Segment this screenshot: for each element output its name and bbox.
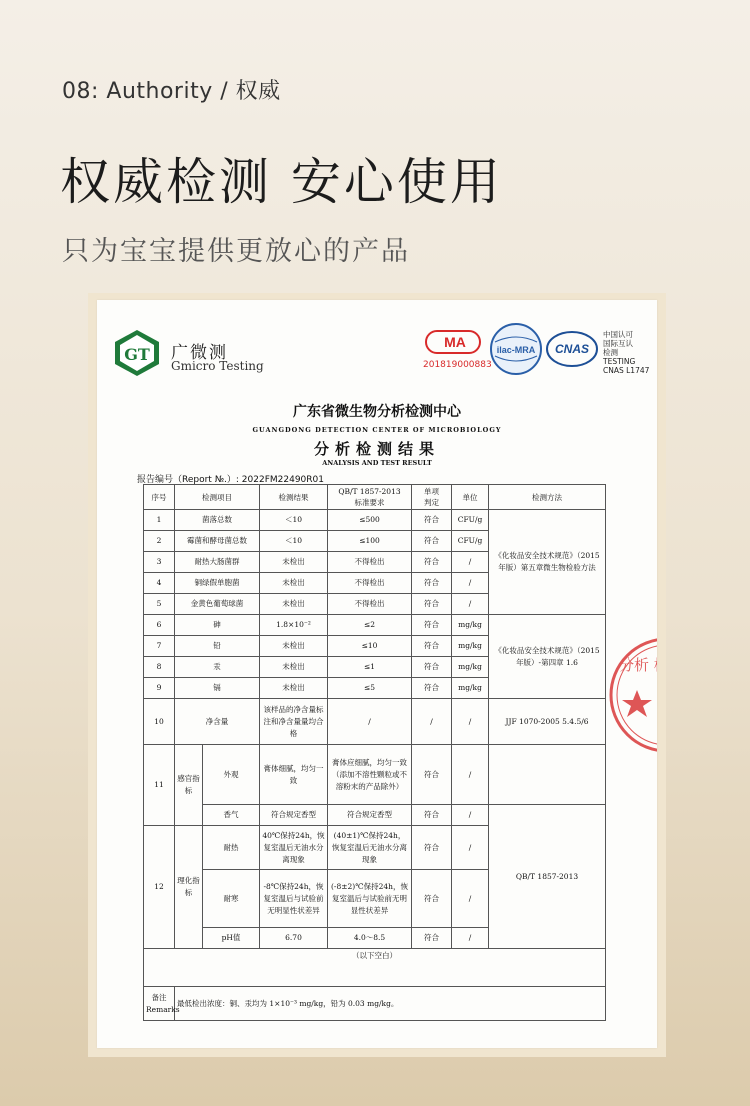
method-net: JJF 1070-2005 5.4.5/6 [489, 699, 606, 745]
table-row: 11 感官指标 外观 膏体细腻，均匀一致 膏体应细腻，均匀一致（添加不溶性颗粒或不溶粉末的产品除外） 符合 / [144, 745, 606, 805]
svg-text:MA: MA [444, 334, 466, 350]
ilac-mra-icon [489, 322, 543, 376]
page-subline: 只为宝宝提供更放心的产品 [62, 236, 410, 267]
svg-text:ilac-MRA: ilac-MRA [496, 345, 536, 355]
table-row: 2 霉菌和酵母菌总数 ＜10 ≤100 符合 CFU/g [144, 531, 606, 552]
table-row: 1 菌落总数 ＜10 ≤500 符合 CFU/g 《化妆品安全技术规范》（2015年版）第五章微生物检验方法 [144, 510, 606, 531]
brand-name-en: Gmicro Testing [171, 359, 264, 373]
svg-text:分析 检测专用: 分析 检测专用 [619, 656, 714, 674]
svg-text:GT: GT [124, 345, 150, 364]
method-metal: 《化妆品安全技术规范》（2015年版）-第四章 1.6 [489, 615, 606, 699]
cma-number: 201819000883 [423, 360, 492, 370]
table-row: 10 净含量 该样品的净含量标注和净含量量均合格 / / / JJF 1070-2005 5.4.5/6 [144, 699, 606, 745]
table-row: 3 耐热大肠菌群 未检出 不得检出 符合 / [144, 552, 606, 573]
page-headline: 权威检测 安心使用 [60, 153, 503, 211]
svg-text:CNAS: CNAS [554, 342, 590, 356]
red-seal-stamp-icon [607, 630, 714, 760]
table-header-row: 序号 检测项目 检测结果 QB/T 1857-2013 标准要求 单项 判定 单位 检测方法 [144, 485, 606, 510]
result-title-en: ANALYSIS AND TEST RESULT [322, 459, 432, 467]
table-row: 8 汞 未检出 ≤1 符合 mg/kg [144, 657, 606, 678]
table-row: 7 铅 未检出 ≤10 符合 mg/kg [144, 636, 606, 657]
table-row: 耐寒 -8℃保持24h，恢复室温后与试验前无明显性状差异 (-8±2)℃保持24h，恢复室温后与试验前无明显性状差异 符合 / [144, 870, 606, 928]
table-row: pH值 6.70 4.0～8.5 符合 / [144, 928, 606, 949]
center-title-en: GUANGDONG DETECTION CENTER OF MICROBIOLOGY [252, 426, 502, 434]
cnas-icon [545, 330, 599, 368]
method-physchem: QB/T 1857-2013 [489, 805, 606, 949]
cma-mark-icon [425, 330, 481, 354]
test-report-document [97, 300, 714, 1048]
table-row: 香气 符合规定香型 符合规定香型 符合 / QB/T 1857-2013 [144, 805, 606, 826]
section-label: 08: Authority / 权威 [62, 79, 281, 104]
result-table [143, 484, 606, 1021]
table-row: 9 镉 未检出 ≤5 符合 mg/kg [144, 678, 606, 699]
report-number: 报告编号（Report №.）: 2022FM22490R01 [137, 475, 324, 485]
blank-row [144, 949, 606, 987]
blank-note: （以下空白） [352, 951, 397, 960]
cert-caption: 中国认可 国际互认 检测 TESTING CNAS L1747 [603, 330, 650, 375]
report-frame [88, 293, 714, 1057]
center-title: 广东省微生物分析检测中心 [293, 404, 461, 420]
table-row: 4 铜绿假单胞菌 未检出 不得检出 符合 / [144, 573, 606, 594]
remarks-text: 最低检出浓度：铜、汞均为 1×10⁻³ mg/kg，铅为 0.03 mg/kg。 [175, 987, 606, 1021]
result-title: 分析检测结果 [313, 440, 440, 458]
gmicro-logo-icon [113, 328, 161, 378]
table-row: 5 金黄色葡萄球菌 未检出 不得检出 符合 / [144, 594, 606, 615]
remarks-row: 备注 Remarks 最低检出浓度：铜、汞均为 1×10⁻³ mg/kg，铅为 0.03 mg/kg。 [144, 987, 606, 1021]
brand-name-cn: 广微测 [171, 343, 228, 363]
table-row: 12 理化指标 耐热 40℃保持24h，恢复室温后无油水分离现象 (40±1)℃保持24h，恢复室温后无油水分离现象 符合 / [144, 826, 606, 870]
method-micro: 《化妆品安全技术规范》（2015年版）第五章微生物检验方法 [489, 510, 606, 615]
table-row: 6 砷 1.8×10⁻² ≤2 符合 mg/kg 《化妆品安全技术规范》（2015年版）-第四章 1.6 [144, 615, 606, 636]
